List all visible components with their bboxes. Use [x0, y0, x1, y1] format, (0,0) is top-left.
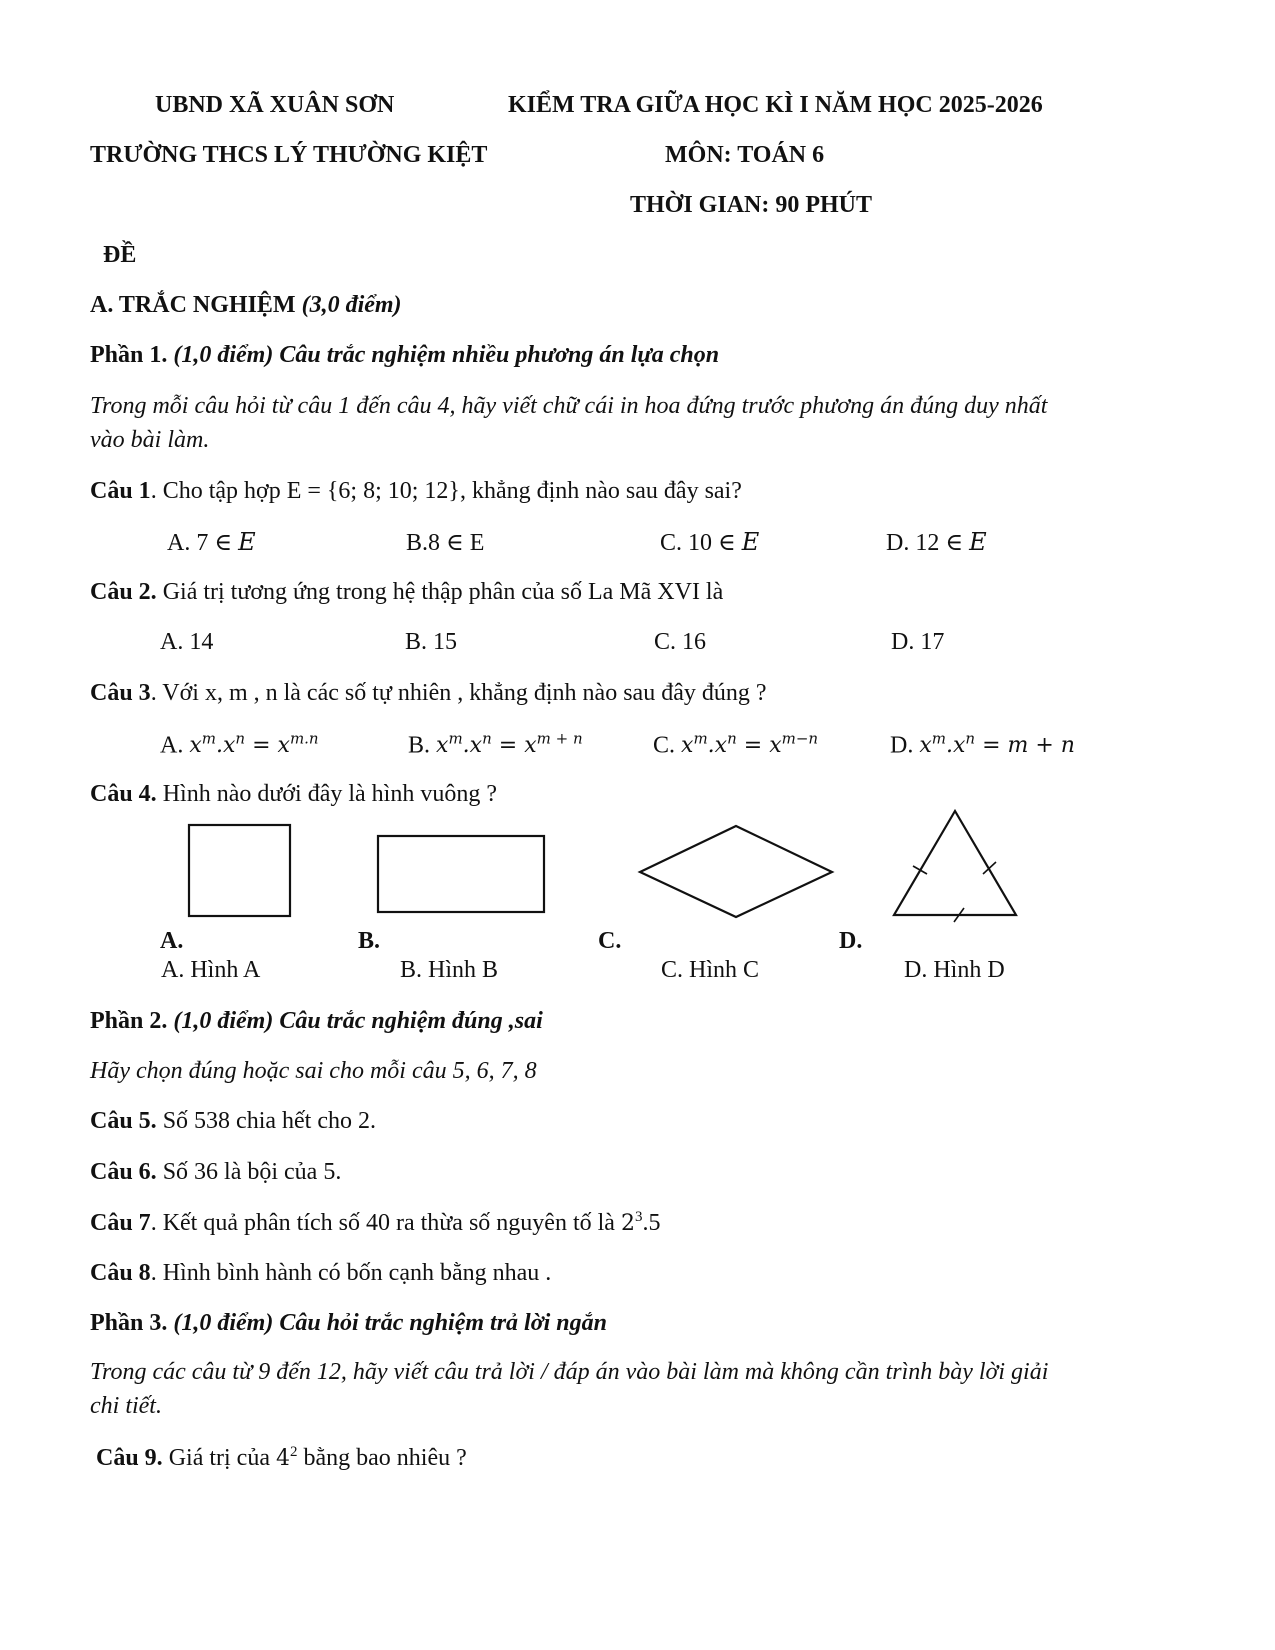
- figure-a-square: [189, 825, 290, 916]
- q1-option-d: D. 12 ∈ 𝐸: [886, 530, 987, 556]
- part3-instruction-line1: Trong các câu từ 9 đến 12, hãy viết câu trả lời / đáp án vào bài làm mà không cần trình bày lời giải: [90, 1359, 1049, 1385]
- q3-b-base1: x: [436, 733, 449, 759]
- section-a-points: (3,0 điểm): [301, 292, 402, 318]
- q3-c-base1: x: [681, 733, 694, 759]
- q3-d-eq: =: [975, 733, 1008, 759]
- question-8-text: . Hình bình hành có bốn cạnh bằng nhau .: [150, 1260, 552, 1286]
- question-9-label: Câu 9.: [96, 1445, 163, 1471]
- part3-desc: (1,0 điểm) Câu hỏi trắc nghiệm trả lời ngắn: [173, 1310, 607, 1336]
- q3-a-eq: =: [245, 733, 278, 759]
- q9-exp: 2: [289, 1444, 298, 1460]
- q3-c-base2: x: [714, 733, 728, 759]
- figure-d-label: D.: [839, 928, 863, 954]
- question-8-label: Câu 8: [90, 1260, 151, 1286]
- figure-c-rhombus: [640, 826, 832, 917]
- question-3-label: Câu 3: [90, 680, 151, 706]
- q3-d-base2: x: [953, 733, 966, 759]
- question-8: [90, 1260, 551, 1287]
- q3-c-exp3: m−n: [781, 730, 819, 748]
- q7-base: 2: [620, 1211, 635, 1236]
- figure-a-label: A.: [160, 928, 184, 954]
- q4-option-b: B. Hình B: [400, 957, 499, 983]
- q3-b-dot: .: [462, 733, 470, 759]
- question-5-label: Câu 5.: [90, 1108, 157, 1134]
- q4-option-d: D. Hình D: [904, 957, 1005, 983]
- question-6-label: Câu 6.: [90, 1159, 157, 1185]
- q3-b-base3: x: [524, 733, 537, 759]
- part1-label: Phần 1.: [90, 342, 168, 368]
- q1-option-a: A. 7 ∈ 𝐸: [167, 530, 256, 556]
- q3-d-exp1: m: [931, 730, 946, 748]
- section-a-title: A. TRẮC NGHIỆM: [90, 292, 296, 318]
- q3-d-rhs: m + n: [1007, 733, 1075, 759]
- q3-d-prefix: D.: [890, 732, 920, 759]
- q4-option-c: C. Hình C: [661, 957, 760, 983]
- question-6-text: Số 36 là bội của 5.: [156, 1159, 342, 1185]
- question-1-label: Câu 1: [90, 478, 151, 504]
- q7-tail: .5: [642, 1210, 661, 1236]
- question-1-text: . Cho tập hợp E = {6; 8; 10; 12}, khẳng định nào sau đây sai?: [150, 478, 742, 504]
- question-2-label: Câu 2.: [90, 579, 157, 605]
- q2-option-c: C. 16: [654, 629, 707, 655]
- q3-d-exp2: n: [965, 730, 976, 748]
- school-district: UBND XÃ XUÂN SƠN: [155, 92, 395, 118]
- q3-b-eq: =: [491, 733, 525, 759]
- q3-a-prefix: A.: [160, 732, 190, 759]
- question-7-text: . Kết quả phân tích số 40 ra thừa số nguyên tố là: [150, 1210, 621, 1236]
- part1-desc: (1,0 điểm) Câu trắc nghiệm nhiều phương án lựa chọn: [173, 342, 720, 368]
- part2-label: Phần 2.: [90, 1008, 168, 1034]
- question-4-label: Câu 4.: [90, 781, 157, 807]
- q3-a-exp1: m: [201, 730, 216, 748]
- question-5-text: Số 538 chia hết cho 2.: [156, 1108, 376, 1134]
- q9-base: 4: [275, 1446, 290, 1471]
- part3-instruction-line2: chi tiết.: [90, 1393, 162, 1419]
- q2-option-d: D. 17: [891, 629, 945, 655]
- q3-a-dot: .: [216, 733, 223, 759]
- q7-exp: 3: [634, 1209, 643, 1225]
- figure-d-equilateral-triangle: [894, 811, 1016, 922]
- q2-option-b: B. 15: [405, 629, 458, 655]
- q3-a-exp3: m.n: [289, 730, 319, 748]
- q3-a-base2: x: [223, 733, 236, 759]
- q4-option-a: A. Hình A: [161, 957, 261, 983]
- q3-a-base1: x: [189, 733, 202, 759]
- part1-instruction-line1: Trong mỗi câu hỏi từ câu 1 đến câu 4, hãy viết chữ cái in hoa đứng trước phương án đúng duy nhất: [90, 393, 1048, 419]
- exam-title: KIỂM TRA GIỮA HỌC KÌ I NĂM HỌC 2025-2026: [508, 92, 1043, 118]
- q3-c-exp2: n: [727, 730, 737, 748]
- subject: MÔN: TOÁN 6: [665, 142, 825, 168]
- part2-instruction: Hãy chọn đúng hoặc sai cho mỗi câu 5, 6, 7, 8: [90, 1058, 537, 1084]
- part1-instruction-line2: vào bài làm.: [90, 427, 210, 453]
- q3-c-prefix: C.: [653, 732, 682, 759]
- question-9-text-post: bằng bao nhiêu ?: [297, 1445, 467, 1471]
- part2-desc: (1,0 điểm) Câu trắc nghiệm đúng ,sai: [173, 1008, 543, 1034]
- q3-b-exp1: m: [448, 730, 463, 748]
- q1-option-b: B.8 ∈ E: [406, 530, 485, 556]
- figure-b-rectangle: [378, 836, 544, 912]
- q2-option-a: A. 14: [160, 629, 214, 655]
- q3-a-base3: x: [277, 733, 290, 759]
- question-3-text: . Với x, m , n là các số tự nhiên , khẳng định nào sau đây đúng ?: [150, 680, 767, 706]
- question-7-label: Câu 7: [90, 1210, 151, 1236]
- figure-b-label: B.: [358, 928, 381, 954]
- question-2-text: Giá trị tương ứng trong hệ thập phân của số La Mã XVI là: [156, 579, 724, 605]
- q3-b-base2: x: [469, 733, 483, 759]
- school-name: TRƯỜNG THCS LÝ THƯỜNG KIỆT: [90, 142, 488, 168]
- question-4-text: Hình nào dưới đây là hình vuông ?: [156, 781, 497, 807]
- q3-c-exp1: m: [693, 730, 708, 748]
- q3-c-eq: =: [736, 733, 770, 759]
- q3-c-dot: .: [707, 733, 715, 759]
- q3-b-prefix: B.: [408, 732, 437, 759]
- q1-option-c: C. 10 ∈ 𝐸: [660, 530, 760, 556]
- part3-heading: [90, 1310, 607, 1337]
- duration: THỜI GIAN: 90 PHÚT: [630, 192, 873, 218]
- q3-d-dot: .: [946, 733, 953, 759]
- question-6: [90, 1159, 341, 1186]
- q3-c-base3: x: [769, 733, 782, 759]
- question-7: [90, 1209, 660, 1237]
- q3-b-exp3: m + n: [536, 730, 583, 748]
- q3-d-base1: x: [919, 733, 932, 759]
- question-9-text-pre: Giá trị của: [162, 1445, 276, 1471]
- part2-heading: [90, 1008, 543, 1035]
- question-5: [90, 1108, 376, 1135]
- figure-c-label: C.: [598, 928, 622, 954]
- q3-a-exp2: n: [235, 730, 246, 748]
- q3-b-exp2: n: [482, 730, 492, 748]
- part3-label: Phần 3.: [90, 1310, 168, 1336]
- de-label: ĐỀ: [103, 242, 137, 268]
- question-9: [96, 1444, 467, 1472]
